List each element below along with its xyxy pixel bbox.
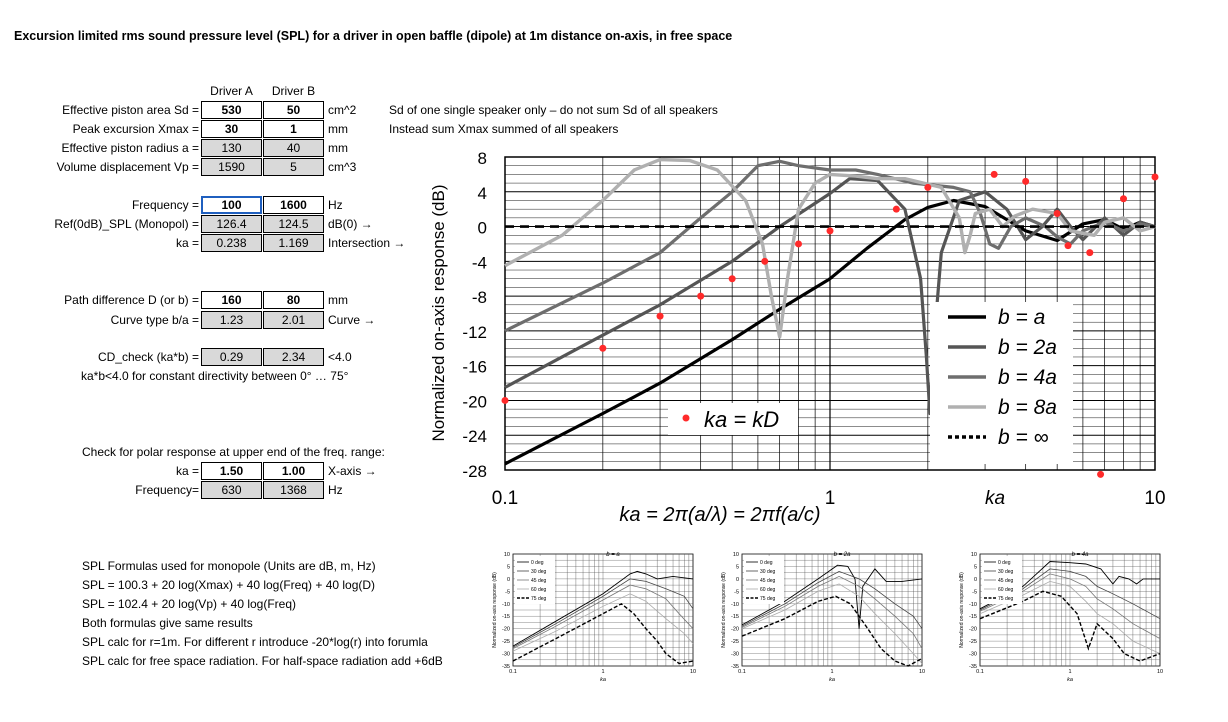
sd-driver-a-cell[interactable]: 530 bbox=[201, 101, 262, 119]
column-header-driver-b: Driver B bbox=[271, 84, 316, 98]
ka-driver-a-cell[interactable]: 0.238 bbox=[201, 234, 262, 252]
scatter-point bbox=[697, 293, 704, 300]
formula-line: SPL = 100.3 + 20 log(Xmax) + 40 log(Freq) + 40 log(D) bbox=[82, 578, 376, 592]
small-y-tick: -35 bbox=[969, 664, 977, 670]
frequency-label: Frequency = bbox=[131, 198, 199, 212]
small-legend-label: 45 deg bbox=[760, 578, 776, 584]
small-x-tick: 0.1 bbox=[509, 669, 517, 675]
ka2-label: ka = bbox=[175, 464, 199, 478]
response-chart bbox=[420, 145, 1170, 530]
curve-type-driver-b-cell[interactable]: 2.01 bbox=[263, 311, 324, 329]
scatter-point bbox=[795, 240, 802, 247]
freq2-driver-a-cell[interactable]: 630 bbox=[201, 481, 262, 499]
y-tick-label: 4 bbox=[477, 183, 487, 203]
scatter-point bbox=[1065, 242, 1072, 249]
small-y-tick: -10 bbox=[502, 601, 510, 608]
small-y-tick: -20 bbox=[731, 626, 739, 633]
legend-label: b = ∞ bbox=[998, 426, 1049, 449]
small-y-tick: -15 bbox=[969, 614, 977, 621]
small-y-tick: -35 bbox=[502, 664, 510, 670]
small-y-tick: -30 bbox=[731, 651, 739, 658]
ref-spl-unit: dB(0) → bbox=[328, 217, 373, 231]
small-y-tick: -5 bbox=[734, 589, 739, 596]
scatter-point bbox=[1022, 178, 1029, 185]
curve-type-label: Curve type b/a = bbox=[110, 313, 199, 327]
small-x-tick: 10 bbox=[689, 669, 697, 675]
small-y-tick: -5 bbox=[972, 589, 977, 596]
small-legend-label: 45 deg bbox=[531, 578, 547, 584]
xmax-driver-a-cell[interactable]: 30 bbox=[201, 120, 262, 138]
vp-driver-b-cell[interactable]: 5 bbox=[263, 158, 324, 176]
scatter-point bbox=[1054, 210, 1061, 217]
small-legend-label: 75 deg bbox=[998, 596, 1014, 602]
annotation-text: ka = kD bbox=[704, 407, 780, 432]
x-tick-label: 10 bbox=[1144, 488, 1166, 509]
small-y-tick: -10 bbox=[731, 601, 739, 608]
scatter-point bbox=[502, 397, 509, 404]
y-tick-label: -28 bbox=[462, 462, 487, 481]
scatter-point bbox=[827, 227, 834, 234]
y-tick-labels bbox=[462, 149, 487, 481]
small-x-tick: 0.1 bbox=[738, 669, 746, 675]
y-tick-label: 0 bbox=[477, 218, 487, 238]
small-y-tick: -20 bbox=[502, 626, 510, 633]
small-title: b = 4a bbox=[1071, 552, 1089, 558]
path-difference-unit: mm bbox=[328, 293, 348, 307]
small-x-tick: 1 bbox=[601, 669, 605, 675]
ref-spl-label: Ref(0dB)_SPL (Monopol) = bbox=[54, 217, 199, 231]
legend-label: b = 8a bbox=[998, 396, 1057, 419]
small-y-tick: -10 bbox=[969, 601, 977, 608]
formula-line: SPL = 102.4 + 20 log(Vp) + 40 log(Freq) bbox=[82, 597, 297, 611]
scatter-point bbox=[1120, 195, 1127, 202]
vp-unit: cm^3 bbox=[328, 160, 357, 174]
x-axis-title: ka = 2π(a/λ) = 2πf(a/c) bbox=[619, 504, 821, 526]
formula-line: SPL calc for r=1m. For different r introduce -20*log(r) into forumla bbox=[82, 635, 428, 649]
x-tick-label: 1 bbox=[824, 488, 836, 509]
radius-driver-b-cell[interactable]: 40 bbox=[263, 139, 324, 157]
small-legend-label: 30 deg bbox=[760, 569, 776, 575]
small-y-label: Normalized on-axis response (dB) bbox=[959, 572, 965, 648]
vp-driver-a-cell[interactable]: 1590 bbox=[201, 158, 262, 176]
y-tick-label: -4 bbox=[471, 253, 487, 273]
scatter-point bbox=[1086, 249, 1093, 256]
small-legend-label: 45 deg bbox=[998, 578, 1014, 584]
scatter-point bbox=[924, 184, 931, 191]
small-y-tick: -5 bbox=[505, 589, 510, 596]
y-tick-label: -24 bbox=[462, 427, 487, 447]
small-legend-label: 0 deg bbox=[760, 560, 773, 566]
frequency-driver-a-cell[interactable]: 100 bbox=[201, 196, 262, 214]
scatter-point bbox=[991, 171, 998, 178]
small-x-tick: 10 bbox=[918, 669, 926, 675]
scatter-point bbox=[657, 313, 664, 320]
small-legend-label: 0 deg bbox=[531, 560, 544, 566]
small-y-tick: -35 bbox=[731, 664, 739, 670]
x-tick-label: 0.1 bbox=[491, 488, 519, 509]
scatter-point bbox=[761, 258, 768, 265]
cd-note: ka*b<4.0 for constant directivity between 0° … 75° bbox=[81, 369, 349, 383]
small-y-tick: -15 bbox=[502, 614, 510, 621]
small-legend-label: 75 deg bbox=[760, 596, 776, 602]
scatter-point bbox=[1097, 471, 1104, 478]
radius-label: Effective piston radius a = bbox=[61, 141, 199, 155]
small-y-label: Normalized on-axis response (dB) bbox=[721, 572, 727, 648]
path-difference-driver-a-cell[interactable]: 160 bbox=[201, 291, 262, 309]
path-difference-label: Path difference D (or b) = bbox=[64, 293, 199, 307]
small-legend-label: 60 deg bbox=[760, 587, 776, 593]
small-y-tick: -25 bbox=[969, 639, 977, 646]
y-axis-title: Normalized on-axis response (dB) bbox=[429, 184, 448, 442]
small-y-tick: 10 bbox=[970, 552, 977, 558]
x-tick-labels bbox=[492, 488, 1166, 509]
ka2-unit: X-axis → bbox=[328, 464, 377, 478]
small-y-tick: -20 bbox=[969, 626, 977, 633]
polar-chart-b-4a bbox=[950, 548, 1166, 682]
small-legend-label: 60 deg bbox=[531, 587, 547, 593]
small-legend-label: 75 deg bbox=[531, 596, 547, 602]
xmax-note: Instead sum Xmax summed of all speakers bbox=[389, 122, 619, 136]
cd-check-driver-b-cell[interactable]: 2.34 bbox=[263, 348, 324, 366]
small-y-tick: 5 bbox=[973, 564, 977, 571]
polar-chart-b-a bbox=[483, 548, 699, 682]
small-x-label: ka bbox=[600, 677, 606, 682]
small-x-label: ka bbox=[1067, 677, 1073, 682]
small-title: b = 2a bbox=[833, 552, 851, 558]
y-tick-label: -16 bbox=[462, 357, 487, 377]
formula-line: SPL calc for free space radiation. For half-space radiation add +6dB bbox=[82, 654, 443, 668]
y-tick-label: 8 bbox=[477, 149, 487, 168]
small-x-tick: 1 bbox=[1068, 669, 1072, 675]
frequency-unit: Hz bbox=[328, 198, 343, 212]
y-tick-label: -8 bbox=[471, 288, 487, 308]
ka-driver-b-cell[interactable]: 1.169 bbox=[263, 234, 324, 252]
freq2-unit: Hz bbox=[328, 483, 343, 497]
radius-unit: mm bbox=[328, 141, 348, 155]
frequency-driver-b-cell[interactable]: 1600 bbox=[263, 196, 324, 214]
small-x-tick: 0.1 bbox=[976, 669, 984, 675]
ka2-driver-a-cell[interactable]: 1.50 bbox=[201, 462, 262, 480]
small-legend-label: 30 deg bbox=[998, 569, 1014, 575]
small-x-label: ka bbox=[829, 677, 835, 682]
xmax-unit: mm bbox=[328, 122, 348, 136]
small-y-tick: 5 bbox=[506, 564, 510, 571]
small-y-tick: 10 bbox=[503, 552, 510, 558]
ka2-driver-b-cell[interactable]: 1.00 bbox=[263, 462, 324, 480]
cd-check-label: CD_check (ka*b) = bbox=[97, 350, 199, 364]
small-y-tick: 0 bbox=[506, 576, 510, 583]
freq2-label: Frequency= bbox=[135, 483, 199, 497]
small-y-tick: -15 bbox=[731, 614, 739, 621]
page-title: Excursion limited rms sound pressure level (SPL) for a driver in open baffle (dipole) at 1m distance on-axis, in free space bbox=[14, 29, 733, 43]
small-legend-label: 0 deg bbox=[998, 560, 1011, 566]
path-difference-driver-b-cell[interactable]: 80 bbox=[263, 291, 324, 309]
small-legend-label: 60 deg bbox=[998, 587, 1014, 593]
formula-line: SPL Formulas used for monopole (Units are dB, m, Hz) bbox=[82, 559, 376, 573]
small-x-tick: 1 bbox=[830, 669, 834, 675]
annotation-marker bbox=[683, 415, 690, 422]
polar-check-note: Check for polar response at upper end of the freq. range: bbox=[82, 445, 385, 459]
legend-label: b = 4a bbox=[998, 366, 1057, 389]
y-tick-label: -20 bbox=[462, 392, 487, 412]
small-x-tick: 10 bbox=[1156, 669, 1164, 675]
xmax-label: Peak excursion Xmax = bbox=[72, 122, 199, 136]
ka-unit: Intersection → bbox=[328, 236, 406, 250]
legend-label: b = a bbox=[998, 306, 1046, 329]
small-title: b = a bbox=[606, 552, 620, 558]
sd-driver-b-cell[interactable]: 50 bbox=[263, 101, 324, 119]
column-header-driver-a: Driver A bbox=[210, 84, 253, 98]
small-y-tick: 5 bbox=[735, 564, 739, 571]
small-y-tick: -30 bbox=[969, 651, 977, 658]
small-y-tick: 0 bbox=[735, 576, 739, 583]
vp-label: Volume displacement Vp = bbox=[56, 160, 199, 174]
y-tick-label: -12 bbox=[462, 322, 487, 342]
scatter-point bbox=[1152, 173, 1159, 180]
ka-label: ka = bbox=[175, 236, 199, 250]
small-y-label: Normalized on-axis response (dB) bbox=[492, 572, 498, 648]
xmax-driver-b-cell[interactable]: 1 bbox=[263, 120, 324, 138]
scatter-point bbox=[893, 206, 900, 213]
small-y-tick: -25 bbox=[731, 639, 739, 646]
sd-label: Effective piston area Sd = bbox=[62, 103, 199, 117]
small-y-tick: -30 bbox=[502, 651, 510, 658]
small-y-tick: -25 bbox=[502, 639, 510, 646]
sd-note: Sd of one single speaker only – do not sum Sd of all speakers bbox=[389, 103, 718, 117]
curve-type-unit: Curve → bbox=[328, 313, 376, 327]
formula-line: Both formulas give same results bbox=[82, 616, 253, 630]
polar-chart-b-2a bbox=[712, 548, 928, 682]
cd-check-unit: <4.0 bbox=[328, 350, 352, 364]
legend-label: b = 2a bbox=[998, 336, 1057, 359]
ref-spl-driver-b-cell[interactable]: 124.5 bbox=[263, 215, 324, 233]
scatter-point bbox=[599, 345, 606, 352]
x-axis-ka: ka bbox=[984, 488, 1006, 509]
ref-spl-driver-a-cell[interactable]: 126.4 bbox=[201, 215, 262, 233]
small-y-tick: 0 bbox=[973, 576, 977, 583]
sd-unit: cm^2 bbox=[328, 103, 357, 117]
radius-driver-a-cell[interactable]: 130 bbox=[201, 139, 262, 157]
small-legend-label: 30 deg bbox=[531, 569, 547, 575]
curve-type-driver-a-cell[interactable]: 1.23 bbox=[201, 311, 262, 329]
cd-check-driver-a-cell[interactable]: 0.29 bbox=[201, 348, 262, 366]
scatter-point bbox=[729, 275, 736, 282]
freq2-driver-b-cell[interactable]: 1368 bbox=[263, 481, 324, 499]
small-y-tick: 10 bbox=[732, 552, 739, 558]
